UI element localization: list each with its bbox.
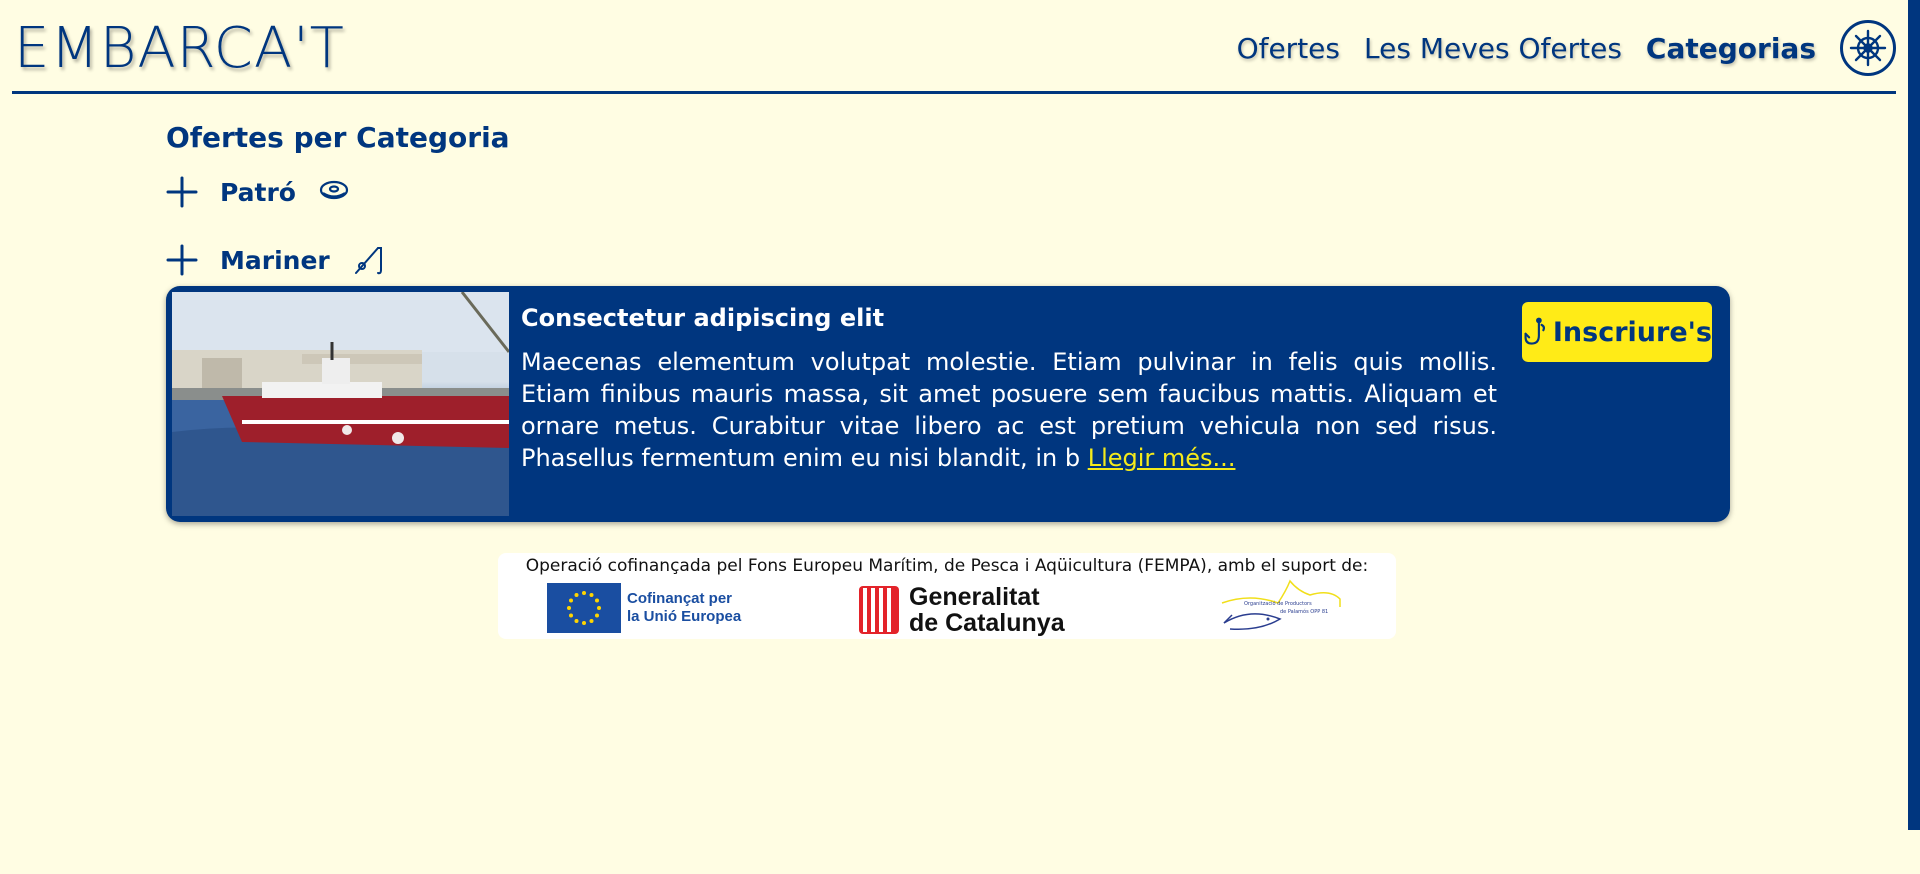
generalitat-logo-text [909, 584, 1065, 636]
apply-button-label: Inscriure's [1552, 316, 1712, 348]
opp-logo [1220, 577, 1344, 635]
read-more-link[interactable]: Llegir més... [1087, 444, 1236, 472]
nav-ofertes[interactable]: Ofertes [1236, 31, 1340, 65]
brand-logo[interactable]: EMBARCA'T [14, 16, 345, 81]
header [12, 0, 1896, 94]
generalitat-line1: Generalitat [909, 583, 1040, 611]
generalitat-line2: de Catalunya [909, 609, 1065, 637]
plus-icon[interactable] [166, 244, 198, 276]
main-nav [1237, 18, 1896, 78]
catalan-flag-icon [859, 586, 899, 634]
eu-logo-text [627, 590, 741, 626]
category-patro[interactable] [166, 174, 1730, 210]
category-label[interactable]: Mariner [220, 245, 330, 275]
eu-logo-line2: la Unió Europea [627, 608, 742, 625]
main-content [166, 118, 1730, 522]
offer-card[interactable] [166, 286, 1730, 522]
captain-hat-icon [318, 176, 350, 208]
fishing-hook-icon [1522, 316, 1547, 348]
category-label[interactable]: Patró [220, 177, 296, 207]
ship-wheel-icon[interactable] [1840, 20, 1896, 76]
category-mariner[interactable] [166, 242, 1730, 278]
apply-button[interactable] [1522, 302, 1712, 362]
nav-les-meves-ofertes[interactable]: Les Meves Ofertes [1364, 31, 1622, 65]
eu-logo [547, 583, 741, 633]
opp-logo-line2: de Palamós OPP 81 [1280, 609, 1329, 615]
fishing-boat-photo [172, 292, 509, 516]
plus-icon[interactable] [166, 176, 198, 208]
nav-categorias[interactable]: Categorias [1645, 31, 1816, 65]
funding-text: Operació cofinançada pel Fons Europeu Marítim, de Pesca i Aqüicultura (FEMPA), amb el suport de: [525, 556, 1369, 576]
scrollbar[interactable] [1908, 0, 1920, 830]
fishing-rod-icon [352, 244, 384, 276]
funding-banner [498, 553, 1396, 639]
offer-title: Consectetur adipiscing elit [521, 304, 885, 332]
page-title: Ofertes per Categoria [166, 121, 510, 154]
offer-description-text: Maecenas elementum volutpat molestie. Etiam pulvinar in felis quis mollis. Etiam finibus mauris massa, sit amet posuere sem faucibus mattis. Aliquam et ornare metus. Curabitur vitae libero ac est pretium vehicula non sed risus. Phasellus fermentum enim eu nisi blandit, in b [521, 348, 1497, 472]
opp-logo-line1: Organització de Productors [1244, 601, 1312, 607]
eu-flag-icon [547, 583, 621, 633]
generalitat-logo [859, 585, 1065, 635]
offer-description [521, 346, 1497, 474]
eu-logo-line1: Cofinançat per [627, 590, 733, 607]
